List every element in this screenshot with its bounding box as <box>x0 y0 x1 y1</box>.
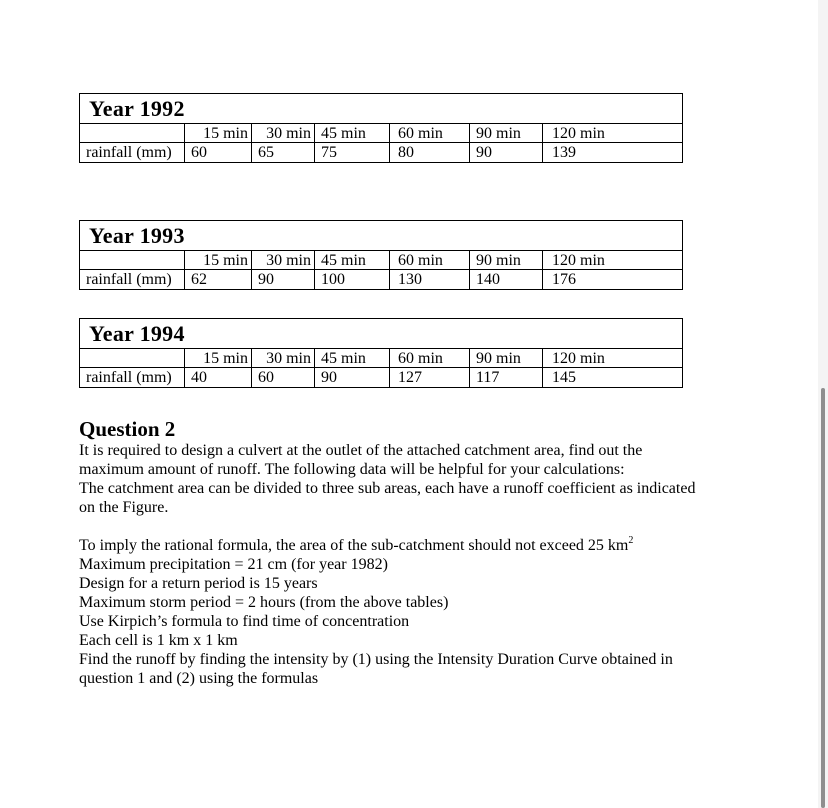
duration-header: 60 min <box>389 124 469 143</box>
question-text-line: Maximum precipitation = 21 cm (for year 1982) <box>79 556 388 573</box>
duration-header: 30 min <box>251 349 314 368</box>
rainfall-table-1993 <box>79 220 683 290</box>
duration-header: 15 min <box>184 251 251 270</box>
question-text-line: question 1 and (2) using the formulas <box>79 670 319 687</box>
rainfall-value: 62 <box>184 270 251 289</box>
table-title: Year 1992 <box>80 94 682 124</box>
duration-header: 45 min <box>314 349 389 368</box>
paragraph-gap <box>79 517 729 536</box>
duration-header: 15 min <box>184 349 251 368</box>
question-text-line: It is required to design a culvert at the outlet of the attached catchment area, find out the <box>79 442 643 459</box>
table-grid <box>80 124 682 162</box>
question-text-line: Use Kirpich’s formula to find time of concentration <box>79 613 410 630</box>
duration-header: 120 min <box>542 124 682 143</box>
duration-header: 45 min <box>314 124 389 143</box>
table-title: Year 1994 <box>80 319 682 349</box>
row-label: rainfall (mm) <box>86 369 172 386</box>
scrollbar-thumb[interactable] <box>821 388 825 808</box>
duration-header: 30 min <box>251 124 314 143</box>
rainfall-value: 127 <box>389 368 469 387</box>
question-text-line: Find the runoff by finding the intensity by (1) using the Intensity Duration Curve obtained in <box>79 651 673 668</box>
rainfall-value: 90 <box>251 270 314 289</box>
table-grid <box>80 251 682 289</box>
rainfall-value: 65 <box>251 143 314 162</box>
rainfall-value: 60 <box>251 368 314 387</box>
duration-header: 90 min <box>469 124 542 143</box>
duration-header: 30 min <box>251 251 314 270</box>
question-title: Question 2 <box>79 417 176 441</box>
question-text-line: Design for a return period is 15 years <box>79 575 318 592</box>
question-section <box>79 417 729 688</box>
rainfall-value: 60 <box>184 143 251 162</box>
rainfall-value: 140 <box>469 270 542 289</box>
rainfall-value: 90 <box>469 143 542 162</box>
table-title: Year 1993 <box>80 221 682 251</box>
question-text-line: Each cell is 1 km x 1 km <box>79 632 238 649</box>
duration-header: 45 min <box>314 251 389 270</box>
area-rule-superscript: 2 <box>628 535 634 546</box>
rainfall-value: 130 <box>389 270 469 289</box>
duration-header: 90 min <box>469 251 542 270</box>
duration-header: 120 min <box>542 251 682 270</box>
table-grid <box>80 349 682 387</box>
duration-header: 60 min <box>389 251 469 270</box>
rainfall-value: 75 <box>314 143 389 162</box>
rainfall-value: 139 <box>542 143 682 162</box>
rainfall-table-1994 <box>79 318 683 388</box>
table-corner-cell <box>80 251 184 270</box>
rainfall-value: 117 <box>469 368 542 387</box>
table-corner-cell <box>80 124 184 143</box>
rainfall-value: 100 <box>314 270 389 289</box>
question-text-line: Maximum storm period = 2 hours (from the above tables) <box>79 594 449 611</box>
rainfall-value: 40 <box>184 368 251 387</box>
table-corner-cell <box>80 349 184 368</box>
row-label: rainfall (mm) <box>86 271 172 288</box>
scrollbar-track[interactable] <box>818 0 828 808</box>
row-label: rainfall (mm) <box>86 144 172 161</box>
area-rule-text: To imply the rational formula, the area of the sub-catchment should not exceed 25 km <box>79 537 629 554</box>
rainfall-table-1992 <box>79 93 683 163</box>
duration-header: 60 min <box>389 349 469 368</box>
question-text-line: on the Figure. <box>79 499 169 516</box>
duration-header: 120 min <box>542 349 682 368</box>
rainfall-value: 90 <box>314 368 389 387</box>
duration-header: 90 min <box>469 349 542 368</box>
rainfall-value: 145 <box>542 368 682 387</box>
rainfall-value: 176 <box>542 270 682 289</box>
duration-header: 15 min <box>184 124 251 143</box>
rainfall-value: 80 <box>389 143 469 162</box>
question-text-line: maximum amount of runoff. The following data will be helpful for your calculations: <box>79 461 625 478</box>
area-rule-line <box>79 536 729 555</box>
question-text-line: The catchment area can be divided to three sub areas, each have a runoff coefficient as indicated <box>79 480 696 497</box>
